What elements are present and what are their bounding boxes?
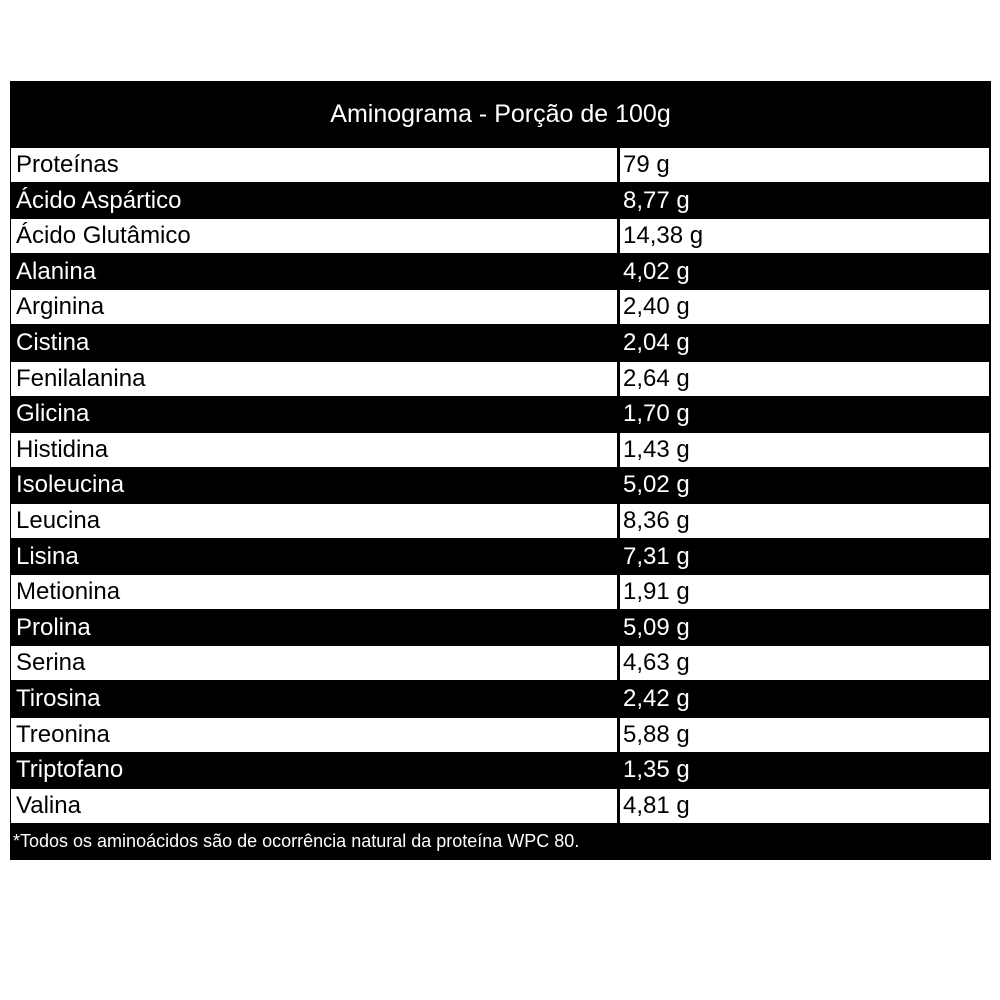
amino-acid-name: Triptofano [11,753,617,787]
table-row [10,361,991,397]
table-row [10,147,991,183]
amino-acid-name: Valina [11,789,617,823]
amino-acid-value: 2,04 g [620,326,989,360]
amino-acid-name: Serina [11,646,617,680]
amino-acid-name: Metionina [11,575,617,609]
amino-acid-value: 4,63 g [620,646,989,680]
amino-acid-value: 1,43 g [620,433,989,467]
table-row [10,788,991,824]
amino-acid-name: Cistina [11,326,617,360]
amino-acid-value: 8,36 g [620,504,989,538]
amino-acid-value: 1,91 g [620,575,989,609]
amino-acid-value: 4,81 g [620,789,989,823]
amino-acid-name: Isoleucina [11,468,617,502]
amino-acid-value: 5,09 g [620,611,989,645]
table-row [10,254,991,290]
table-row [10,396,991,432]
table-row [10,610,991,646]
amino-acid-name: Ácido Glutâmico [11,219,617,253]
table-row [10,645,991,681]
table-footnote: *Todos os aminoácidos são de ocorrência natural da proteína WPC 80. [13,831,580,851]
table-row [10,681,991,717]
amino-acid-value: 1,70 g [620,397,989,431]
table-row [10,503,991,539]
amino-acid-name: Lisina [11,540,617,574]
amino-acid-value: 79 g [620,148,989,182]
amino-acid-value: 4,02 g [620,255,989,289]
amino-acid-name: Treonina [11,718,617,752]
table-row [10,432,991,468]
table-row [10,183,991,219]
table-row [10,289,991,325]
amino-acid-name: Proteínas [11,148,617,182]
amino-acid-name: Tirosina [11,682,617,716]
table-row [10,218,991,254]
amino-acid-value: 14,38 g [620,219,989,253]
table-rows [10,147,991,823]
amino-acid-value: 2,42 g [620,682,989,716]
table-title: Aminograma - Porção de 100g [330,100,671,128]
aminogram-table [10,81,991,860]
amino-acid-value: 2,64 g [620,362,989,396]
amino-acid-value: 5,88 g [620,718,989,752]
amino-acid-name: Prolina [11,611,617,645]
amino-acid-name: Glicina [11,397,617,431]
amino-acid-name: Arginina [11,290,617,324]
amino-acid-value: 7,31 g [620,540,989,574]
amino-acid-name: Leucina [11,504,617,538]
table-row [10,752,991,788]
table-row [10,574,991,610]
amino-acid-value: 5,02 g [620,468,989,502]
amino-acid-value: 8,77 g [620,184,989,218]
table-row [10,539,991,575]
amino-acid-value: 1,35 g [620,753,989,787]
table-row [10,325,991,361]
amino-acid-value: 2,40 g [620,290,989,324]
amino-acid-name: Histidina [11,433,617,467]
amino-acid-name: Alanina [11,255,617,289]
table-row [10,467,991,503]
amino-acid-name: Ácido Aspártico [11,184,617,218]
amino-acid-name: Fenilalanina [11,362,617,396]
table-row [10,717,991,753]
